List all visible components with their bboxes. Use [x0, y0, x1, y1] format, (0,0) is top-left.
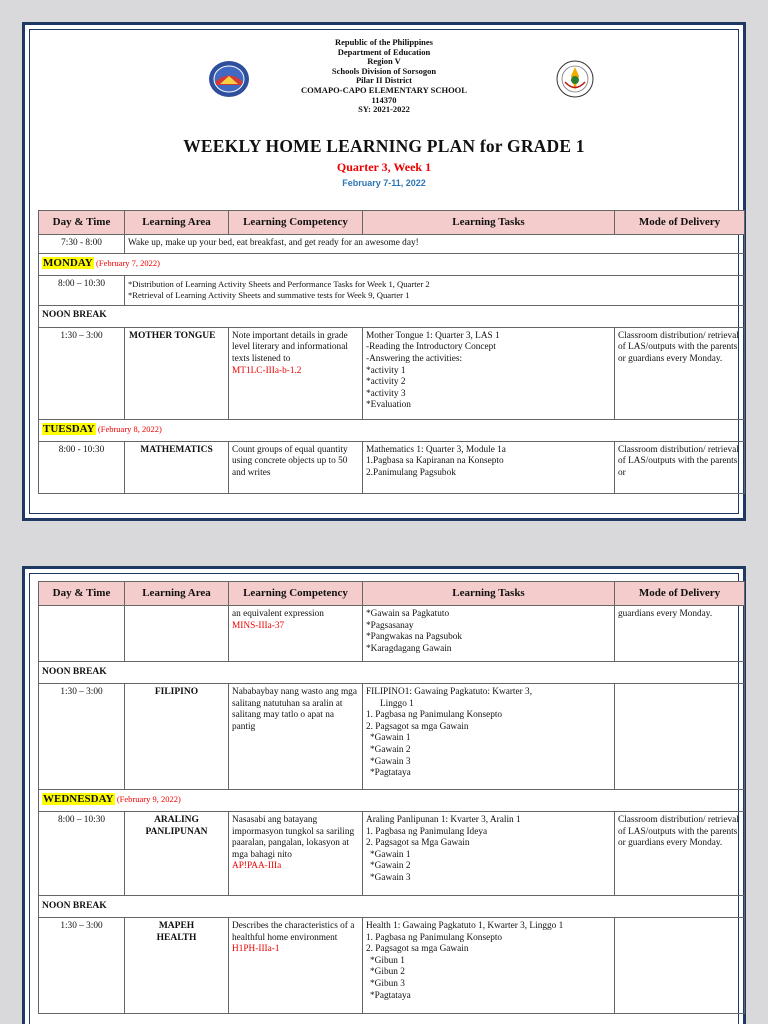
school-seal-icon	[556, 60, 594, 98]
retrieval-line: *Retrieval of Learning Activity Sheets and summative tests for Week 9, Quarter 1	[128, 290, 410, 301]
day-row-wednesday	[39, 790, 745, 812]
day-date: (February 7, 2022)	[96, 257, 161, 268]
tasks-cell: FILIPINO1: Gawaing Pagkatuto: Kwarter 3, Linggo 1 1. Pagbasa ng Panimulang Konsepto 2. Pagsagot sa mga Gawain *Gawain 1 *Gawain 2 *Gawain 3 *Pagtataya	[363, 684, 615, 790]
table-row	[39, 812, 745, 896]
table-row	[39, 275, 745, 305]
time-cell	[39, 606, 125, 662]
routine-cell: Wake up, make up your bed, eat breakfast, and get ready for an awesome day!	[125, 235, 745, 254]
learning-area-cell: MATHEMATICS	[125, 441, 229, 493]
day-label: MONDAY	[43, 256, 93, 269]
time-cell: 1:30 – 3:00	[39, 684, 125, 790]
col-header-mode-of-delivery: Mode of Delivery	[615, 211, 745, 235]
header-line: SY: 2021-2022	[358, 104, 410, 115]
time-cell: 8:00 - 10:30	[39, 441, 125, 493]
table-header-row	[39, 582, 745, 606]
delivery-cell: Classroom distribution/ retrieval of LAS/outputs with the parents or guardians every Monday.	[615, 327, 745, 419]
table-row	[39, 606, 745, 662]
col-header-learning-area: Learning Area	[125, 582, 229, 606]
tasks-cell: *Gawain sa Pagkatuto *Pagsasanay *Pangwakas na Pagsubok *Karagdagang Gawain	[363, 606, 615, 662]
header-line: 114370	[371, 94, 397, 105]
day-label: WEDNESDAY	[43, 793, 114, 806]
plan-table	[38, 210, 745, 494]
table-row	[39, 918, 745, 1014]
header-line: Schools Division of Sorsogon	[331, 65, 437, 76]
noon-break-row: NOON BREAK	[39, 305, 745, 327]
tasks-cell: Health 1: Gawaing Pagkatuto 1, Kwarter 3, Linggo 1 1. Pagbasa ng Panimulang Konsepto 2. Pagsagot sa mga Gawain *Gibun 1 *Gibun 2 *Gibun 3 *Pagtataya	[363, 918, 615, 1014]
competency-code: H1PH-IIIa-1	[232, 944, 280, 955]
tasks-cell: Mother Tongue 1: Quarter 3, LAS 1 -Reading the Introductory Concept -Answering the activities: *activity 1 *activity 2 *activity 3 *Evaluation	[363, 327, 615, 419]
learning-area-cell: MAPEH HEALTH	[125, 918, 229, 1014]
table-row	[39, 684, 745, 790]
day-row-tuesday	[39, 419, 745, 441]
time-cell: 1:30 – 3:00	[39, 918, 125, 1014]
page-1	[22, 22, 746, 521]
quarter-subtitle: Quarter 3, Week 1	[336, 160, 432, 174]
time-cell: 1:30 – 3:00	[39, 327, 125, 419]
competency-code: MT1LC-IIIa-b-1.2	[232, 365, 302, 376]
tasks-cell: Araling Panlipunan 1: Kvarter 3, Aralin 1 1. Pagbasa ng Panimulang Ideya 2. Pagsagot sa Mga Gawain *Gawain 1 *Gawain 2 *Gawain 3	[363, 812, 615, 896]
header-line: Region V	[367, 56, 401, 67]
time-cell: 8:00 – 10:30	[39, 812, 125, 896]
school-header	[30, 38, 738, 115]
competency-cell: Note important details in grade level literary and informational texts listened to MT1LC-IIIa-b-1.2	[229, 327, 363, 419]
competency-cell: an equivalent expression MINS-IIIa-37	[229, 606, 363, 662]
tasks-cell: Mathematics 1: Quarter 3, Module 1a 1.Pagbasa sa Kapiranan na Konsepto 2.Panimulang Pagsubok	[363, 441, 615, 493]
col-header-learning-area: Learning Area	[125, 211, 229, 235]
table-header-row	[39, 211, 745, 235]
delivery-cell: Classroom distribution/ retrieval of LAS/outputs with the parents or guardians every Monday.	[615, 812, 745, 896]
day-date: (February 8, 2022)	[97, 423, 162, 434]
page-border	[29, 573, 739, 1024]
table-row	[39, 235, 745, 254]
col-header-day-time: Day & Time	[39, 211, 125, 235]
competency-cell: Count groups of equal quantity using concrete objects up to 50 and writes	[229, 441, 363, 493]
header-line: Pilar II District	[355, 75, 413, 86]
table-row	[39, 327, 745, 419]
day-row-monday	[39, 253, 745, 275]
learning-area-cell: ARALING PANLIPUNAN	[125, 812, 229, 896]
competency-cell: Nababaybay nang wasto ang mga salitang natutuhan sa aralin at salitang may tatlo o apat na pantig	[229, 684, 363, 790]
time-cell: 8:00 – 10:30	[39, 275, 125, 305]
delivery-cell	[615, 684, 745, 790]
table-row	[39, 441, 745, 493]
delivery-cell: guardians every Monday.	[615, 606, 745, 662]
header-line: Department of Education	[337, 46, 431, 57]
page-border	[29, 29, 739, 514]
noon-break-row: NOON BREAK	[39, 662, 745, 684]
time-cell: 7:30 - 8:00	[39, 235, 125, 254]
learning-area-cell: MOTHER TONGUE	[125, 327, 229, 419]
delivery-cell	[615, 918, 745, 1014]
header-line: Republic of the Philippines	[334, 37, 433, 47]
distribution-cell	[125, 275, 745, 305]
col-header-learning-tasks: Learning Tasks	[363, 582, 615, 606]
day-label: TUESDAY	[43, 422, 95, 435]
deped-logo-icon	[208, 60, 250, 98]
col-header-day-time: Day & Time	[39, 582, 125, 606]
col-header-mode-of-delivery: Mode of Delivery	[615, 582, 745, 606]
page-title: WEEKLY HOME LEARNING PLAN for GRADE 1	[183, 136, 585, 156]
day-date: (February 9, 2022)	[116, 794, 181, 805]
plan-table	[38, 581, 745, 1014]
col-header-learning-competency: Learning Competency	[229, 582, 363, 606]
noon-break-row: NOON BREAK	[39, 896, 745, 918]
competency-cell: Describes the characteristics of a healthful home environment H1PH-IIIa-1	[229, 918, 363, 1014]
header-line: COMAPO-CAPO ELEMENTARY SCHOOL	[301, 84, 467, 95]
distribution-line: *Distribution of Learning Activity Sheets and Performance Tasks for Week 1, Quarter 2	[128, 278, 430, 289]
page-2	[22, 566, 746, 1024]
delivery-cell: Classroom distribution/ retrieval of LAS/outputs with the parents or	[615, 441, 745, 493]
col-header-learning-competency: Learning Competency	[229, 211, 363, 235]
competency-code: AP!PAA-IIIa	[232, 861, 282, 872]
learning-area-cell	[125, 606, 229, 662]
col-header-learning-tasks: Learning Tasks	[363, 211, 615, 235]
week-dates: February 7-11, 2022	[342, 178, 426, 188]
competency-cell: Nasasabi ang batayang impormasyon tungkol sa sariling paaralan, pangalan, lokasyon at mga bahagi nito AP!PAA-IIIa	[229, 812, 363, 896]
competency-code: MINS-IIIa-37	[232, 620, 285, 631]
learning-area-cell: FILIPINO	[125, 684, 229, 790]
